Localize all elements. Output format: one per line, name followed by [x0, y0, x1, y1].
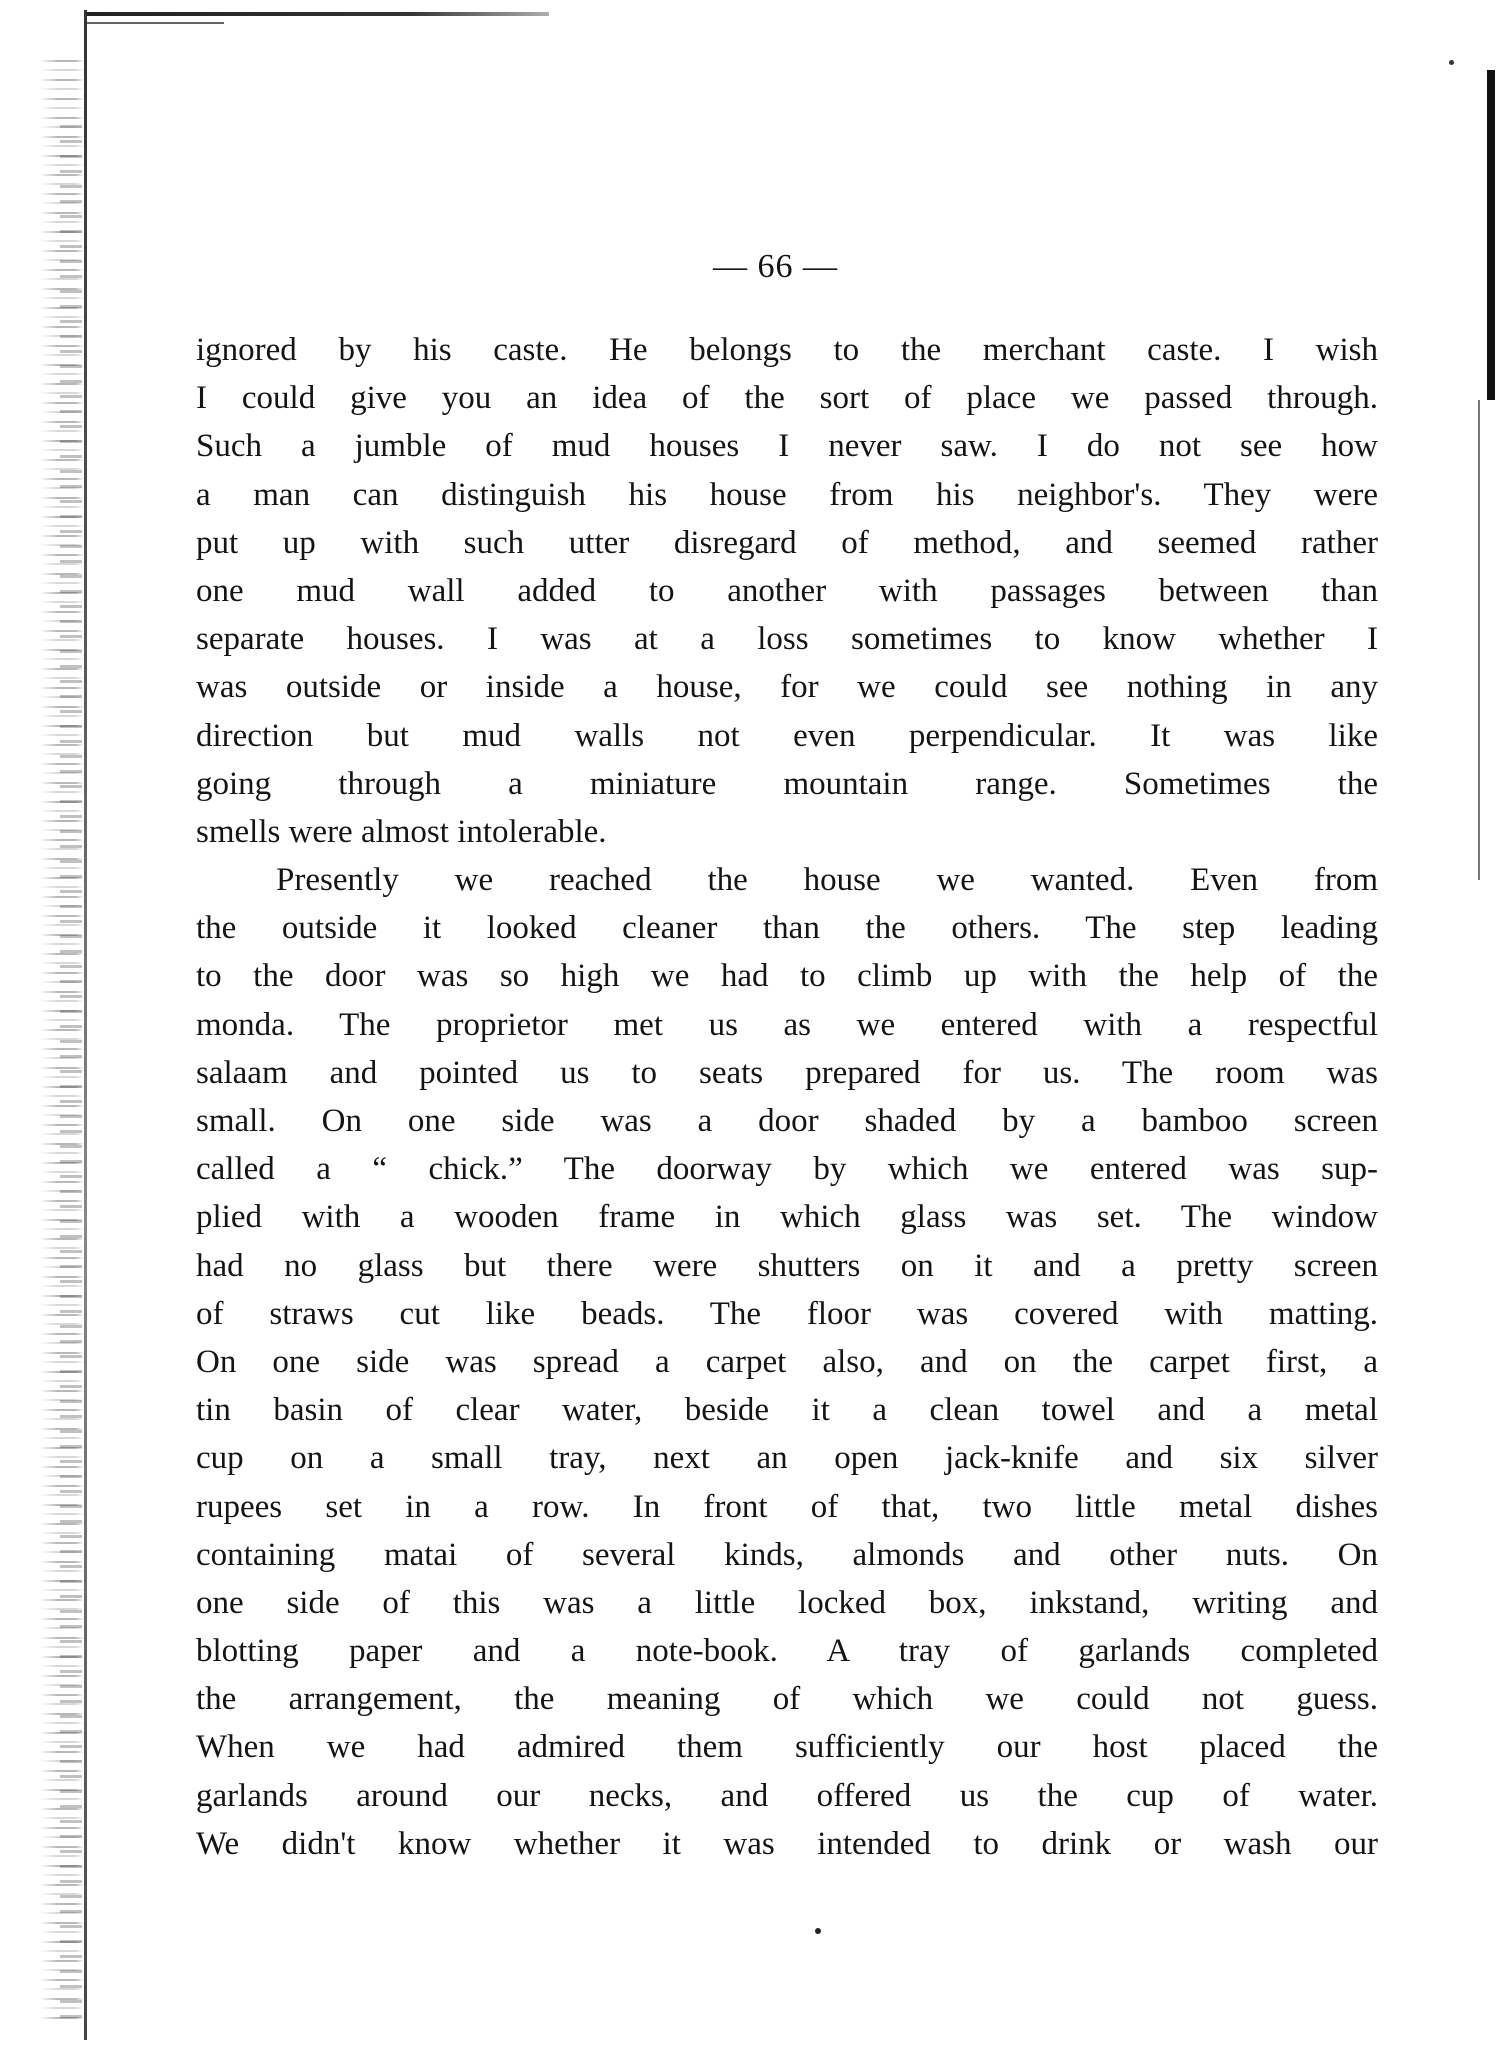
text-line: direction but mud walls not even perpendicular. It was like	[196, 717, 1378, 754]
text-line: a man can distinguish his house from his neighbor's. They were	[196, 476, 1378, 513]
text-line: of straws cut like beads. The floor was covered with matting.	[196, 1295, 1378, 1332]
text-line: containing matai of several kinds, almonds and other nuts. On	[196, 1536, 1378, 1573]
text-line: garlands around our necks, and offered us the cup of water.	[196, 1777, 1378, 1814]
text-line: smells were almost intolerable.	[196, 813, 607, 850]
text-line: put up with such utter disregard of method, and seemed rather	[196, 524, 1378, 561]
text-line: When we had admired them sufficiently our host placed the	[196, 1729, 1378, 1766]
text-line: one side of this was a little locked box, inkstand, writing and	[196, 1584, 1378, 1621]
text-line: On one side was spread a carpet also, and on the carpet first, a	[196, 1343, 1378, 1380]
scan-top-border-faint	[84, 22, 224, 24]
scan-bottom-speck	[815, 1928, 821, 1934]
text-line: monda. The proprietor met us as we entered with a respectful	[196, 1006, 1378, 1043]
text-line: blotting paper and a note-book. A tray of garlands completed	[196, 1633, 1378, 1670]
text-line: the arrangement, the meaning of which we could not guess.	[196, 1681, 1378, 1718]
scan-left-noise-inner	[60, 120, 82, 2020]
text-line: cup on a small tray, next an open jack-knife and six silver	[196, 1440, 1378, 1477]
text-line: Such a jumble of mud houses I never saw. I do not see how	[196, 428, 1378, 465]
text-line: one mud wall added to another with passages between than	[196, 572, 1378, 609]
text-line: rupees set in a row. In front of that, two little metal dishes	[196, 1488, 1378, 1525]
text-line: to the door was so high we had to climb up with the help of the	[196, 958, 1378, 995]
scan-right-border	[1487, 70, 1495, 400]
text-line: salaam and pointed us to seats prepared for us. The room was	[196, 1054, 1378, 1091]
scan-speck	[1449, 60, 1454, 65]
text-line: had no glass but there were shutters on it and a pretty screen	[196, 1247, 1378, 1284]
scan-left-border	[84, 10, 87, 2040]
scan-top-border	[84, 12, 549, 16]
body-text	[196, 326, 1378, 1868]
text-line: plied with a wooden frame in which glass was set. The window	[196, 1199, 1378, 1236]
text-line: going through a miniature mountain range. Sometimes the	[196, 765, 1378, 802]
text-line: was outside or inside a house, for we could see nothing in any	[196, 669, 1378, 706]
text-line: We didn't know whether it was intended to drink or wash our	[196, 1825, 1378, 1862]
text-line: small. On one side was a door shaded by a bamboo screen	[196, 1103, 1378, 1139]
paragraph-start-line: Presently we reached the house we wanted. Even from	[276, 862, 1378, 899]
text-line: the outside it looked cleaner than the others. The step leading	[196, 910, 1378, 947]
text-line: I could give you an idea of the sort of place we passed through.	[196, 380, 1378, 417]
text-line: separate houses. I was at a loss sometimes to know whether I	[196, 621, 1378, 658]
page-number: — 66 —	[713, 248, 838, 285]
text-line: called a “ chick.” The doorway by which we entered was sup-	[196, 1151, 1378, 1188]
text-line: tin basin of clear water, beside it a clean towel and a metal	[196, 1392, 1378, 1429]
text-line: ignored by his caste. He belongs to the merchant caste. I wish	[196, 332, 1378, 368]
scan-right-border-thin	[1478, 400, 1480, 880]
